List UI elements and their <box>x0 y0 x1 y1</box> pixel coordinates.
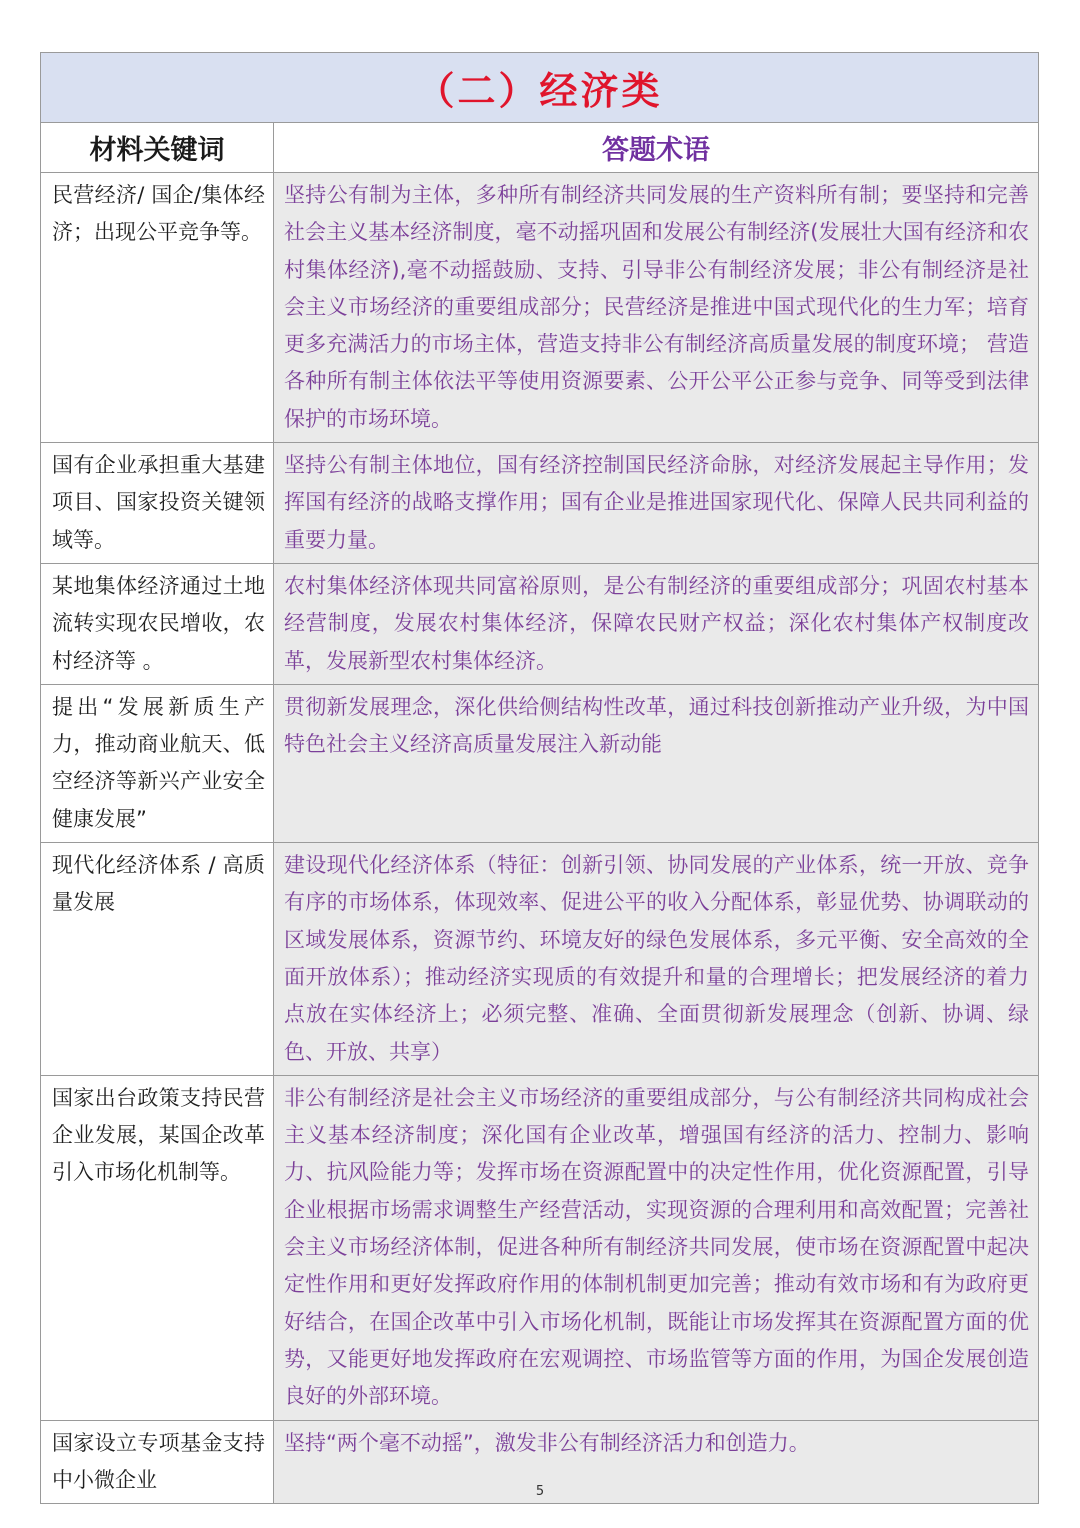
answer-cell: 非公有制经济是社会主义市场经济的重要组成部分，与公有制经济共同构成社会主义基本经济制度；深化国有企业改革，增强国有经济的活力、控制力、影响力、抗风险能力等；发挥市场在资源配置中的决定性作用，优化资源配置，引导企业根据市场需求调整生产经营活动，实现资源的合理利用和高效配置；完善社会主义市场经济体制，促进各种所有制经济共同发展，使市场在资源配置中起决定性作用和更好发挥政府作用的体制机制更加完善；推动有效市场和有为政府更好结合，在国企改革中引入市场化机制，既能让市场发挥其在资源配置方面的优势，又能更好地发挥政府在宏观调控、市场监管等方面的作用，为国企发展创造良好的外部环境。 <box>274 1075 1039 1420</box>
table-row <box>41 443 1039 564</box>
table-row <box>41 563 1039 684</box>
header-answer-terms: 答题术语 <box>274 123 1039 173</box>
keyword-cell: 国有企业承担重大基建项目、国家投资关键领域等。 <box>41 443 274 564</box>
answer-cell: 贯彻新发展理念，深化供给侧结构性改革，通过科技创新推动产业升级，为中国特色社会主义经济高质量发展注入新动能 <box>274 684 1039 842</box>
header-keywords: 材料关键词 <box>41 123 274 173</box>
keyword-cell: 现代化经济体系 / 高质量发展 <box>41 843 274 1076</box>
keyword-cell: 提出“发展新质生产力，推动商业航天、低空经济等新兴产业安全健康发展” <box>41 684 274 842</box>
title-cell <box>41 53 1039 123</box>
table-row <box>41 173 1039 443</box>
table-row <box>41 843 1039 1076</box>
answer-cell: 坚持“两个毫不动摇”，激发非公有制经济活力和创造力。 <box>274 1420 1039 1504</box>
keyword-cell: 某地集体经济通过土地流转实现农民增收，农村经济等 。 <box>41 563 274 684</box>
title-row <box>41 53 1039 123</box>
answer-cell: 坚持公有制为主体，多种所有制经济共同发展的生产资料所有制；要坚持和完善社会主义基本经济制度，毫不动摇巩固和发展公有制经济(发展壮大国有经济和农村集体经济),毫不动摇鼓励、支持、引导非公有制经济发展；非公有制经济是社会主义市场经济的重要组成部分；民营经济是推进中国式现代化的生力军；培育更多充满活力的市场主体，营造支持非公有制经济高质量发展的制度环境； 营造各种所有制主体依法平等使用资源要素、公开公平公正参与竞争、同等受到法律保护的市场环境。 <box>274 173 1039 443</box>
answer-cell: 农村集体经济体现共同富裕原则，是公有制经济的重要组成部分；巩固农村基本经营制度，发展农村集体经济，保障农民财产权益；深化农村集体产权制度改革，发展新型农村集体经济。 <box>274 563 1039 684</box>
header-row <box>41 123 1039 173</box>
table-row <box>41 684 1039 842</box>
terms-table <box>40 52 1039 1504</box>
section-title: （二）经济类 <box>416 69 663 113</box>
keyword-cell: 国家出台政策支持民营企业发展，某国企改革引入市场化机制等。 <box>41 1075 274 1420</box>
keyword-cell: 民营经济/ 国企/集体经济；出现公平竞争等。 <box>41 173 274 443</box>
page-number: 5 <box>535 1484 545 1499</box>
keyword-cell: 国家设立专项基金支持中小微企业 <box>41 1420 274 1504</box>
answer-cell: 坚持公有制主体地位，国有经济控制国民经济命脉，对经济发展起主导作用；发挥国有经济的战略支撑作用；国有企业是推进国家现代化、保障人民共同利益的重要力量。 <box>274 443 1039 564</box>
table-row <box>41 1075 1039 1420</box>
answer-cell: 建设现代化经济体系（特征：创新引领、协同发展的产业体系，统一开放、竞争有序的市场体系，体现效率、促进公平的收入分配体系，彰显优势、协调联动的区域发展体系，资源节约、环境友好的绿色发展体系，多元平衡、安全高效的全面开放体系）；推动经济实现质的有效提升和量的合理增长；把发展经济的着力点放在实体经济上；必须完整、准确、全面贯彻新发展理念（创新、协调、绿色、开放、共享） <box>274 843 1039 1076</box>
